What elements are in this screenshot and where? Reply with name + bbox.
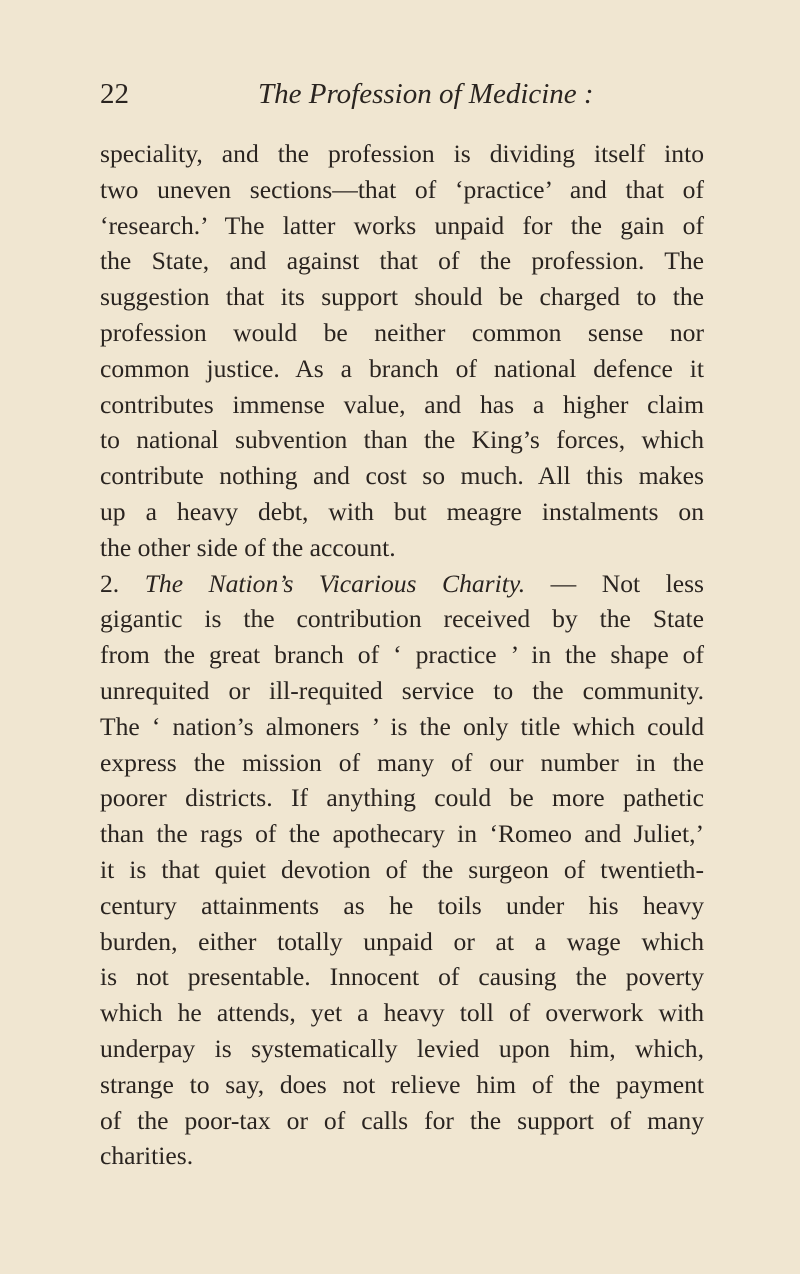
text-line: which he attends, yet a heavy toll of overwork with: [100, 998, 704, 1028]
text-line: strange to say, does not relieve him of the payment: [100, 1069, 704, 1099]
page-header: [100, 74, 704, 114]
text-line: to national subvention than the King’s forces, which: [100, 425, 704, 455]
text-line: profession would be neither common sense nor: [100, 317, 704, 347]
section-heading-line: [100, 566, 704, 602]
text-line: The ‘ nation’s almoners ’ is the only title which could: [100, 711, 704, 741]
text-line: of the poor-tax or of calls for the support of many: [100, 1105, 704, 1135]
text-line: is not presentable. Innocent of causing the poverty: [100, 962, 704, 992]
text-line: two uneven sections—that of ‘practice’ and that of: [100, 174, 704, 204]
text-line: century attainments as he toils under his heavy: [100, 890, 704, 920]
text-line: ‘research.’ The latter works unpaid for the gain of: [100, 210, 704, 240]
text-line: from the great branch of ‘ practice ’ in the shape of: [100, 640, 704, 670]
section-lead: — Not less: [550, 568, 704, 598]
text-line: speciality, and the profession is dividing itself into: [100, 139, 704, 168]
text-line: common justice. As a branch of national defence it: [100, 353, 704, 383]
text-line: suggestion that its support should be charged to the: [100, 282, 704, 312]
text-line: express the mission of many of our number in the: [100, 747, 704, 777]
text-line: up a heavy debt, with but meagre instalments on: [100, 496, 704, 526]
body-text: [100, 136, 704, 1174]
section-heading: The Nation’s Vicarious Charity.: [144, 568, 526, 598]
text-line: poorer districts. If anything could be more pathetic: [100, 783, 704, 813]
text-line: charities.: [100, 1141, 194, 1171]
text-line: gigantic is the contribution received by the State: [100, 604, 704, 634]
text-line: contribute nothing and cost so much. All this makes: [100, 461, 704, 491]
text-line: unrequited or ill-requited service to the community.: [100, 675, 704, 705]
text-line: than the rags of the apothecary in ‘Romeo and Juliet,’: [100, 819, 704, 849]
text-line: the other side of the account.: [100, 532, 396, 562]
text-line: underpay is systematically levied upon him, which,: [100, 1033, 704, 1063]
text-line: the State, and against that of the profession. The: [100, 246, 704, 276]
running-title: The Profession of Medicine :: [258, 78, 594, 110]
text-line: contributes immense value, and has a higher claim: [100, 389, 704, 419]
section-number: 2.: [100, 568, 120, 598]
text-line: it is that quiet devotion of the surgeon of twentieth-: [100, 854, 704, 884]
text-line: burden, either totally unpaid or at a wage which: [100, 926, 704, 956]
page-number: 22: [100, 78, 129, 110]
